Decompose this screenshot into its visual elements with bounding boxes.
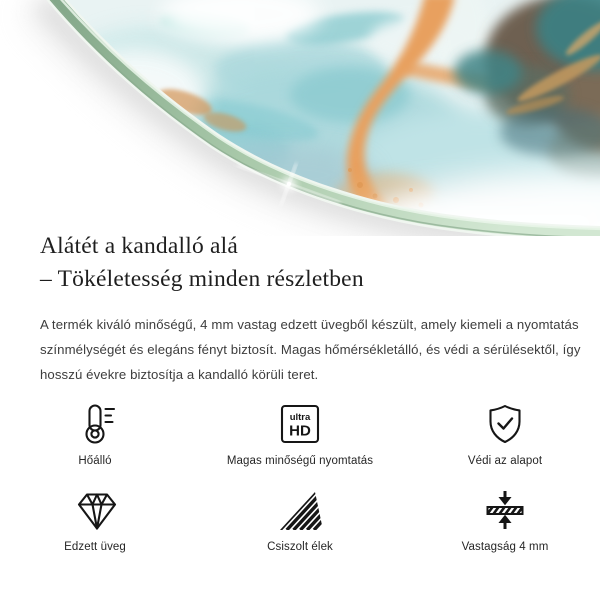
description-line: A termék kiváló minőségű, 4 mm vastag edzett üvegből készült, amely kiemeli a nyomtatás [40, 317, 579, 332]
product-description [40, 312, 581, 387]
shield-check-icon [483, 398, 527, 450]
feature-polished-edges [190, 484, 410, 568]
feature-grid [0, 398, 600, 568]
feature-heat-resistant [0, 398, 190, 482]
feature-hd-print [190, 398, 410, 482]
description-line: színmélységét és elegáns fényt biztosít. Magas hőmérsékletálló, és védi a sérülésektől, így [40, 342, 581, 357]
feature-label: Vastagság 4 mm [461, 541, 549, 553]
svg-text:ultra: ultra [289, 412, 311, 423]
title-line-2: – Tökéletesség minden részletben [40, 266, 364, 292]
ultra-hd-icon [278, 398, 322, 450]
product-description-section [40, 230, 581, 387]
thickness-icon [483, 484, 527, 536]
feature-protects-base [410, 398, 600, 482]
thermometer-icon [73, 398, 117, 450]
page-title [40, 230, 570, 296]
feature-thickness [410, 484, 600, 568]
glass-plate-illustration [0, 0, 600, 236]
feature-tempered-glass [0, 484, 190, 568]
polished-edges-icon [278, 484, 322, 536]
feature-label: Edzett üveg [64, 541, 126, 553]
feature-label: Hőálló [78, 455, 112, 467]
svg-text:HD: HD [289, 422, 311, 440]
diamond-icon [73, 484, 117, 536]
feature-label: Magas minőségű nyomtatás [226, 455, 374, 467]
description-line: hosszú évekre biztosítja a kandalló körüli teret. [40, 367, 319, 382]
product-image [0, 0, 600, 236]
feature-label: Védi az alapot [467, 455, 543, 467]
feature-label: Csiszolt élek [267, 541, 333, 553]
title-line-1: Alátét a kandalló alá [40, 233, 238, 259]
